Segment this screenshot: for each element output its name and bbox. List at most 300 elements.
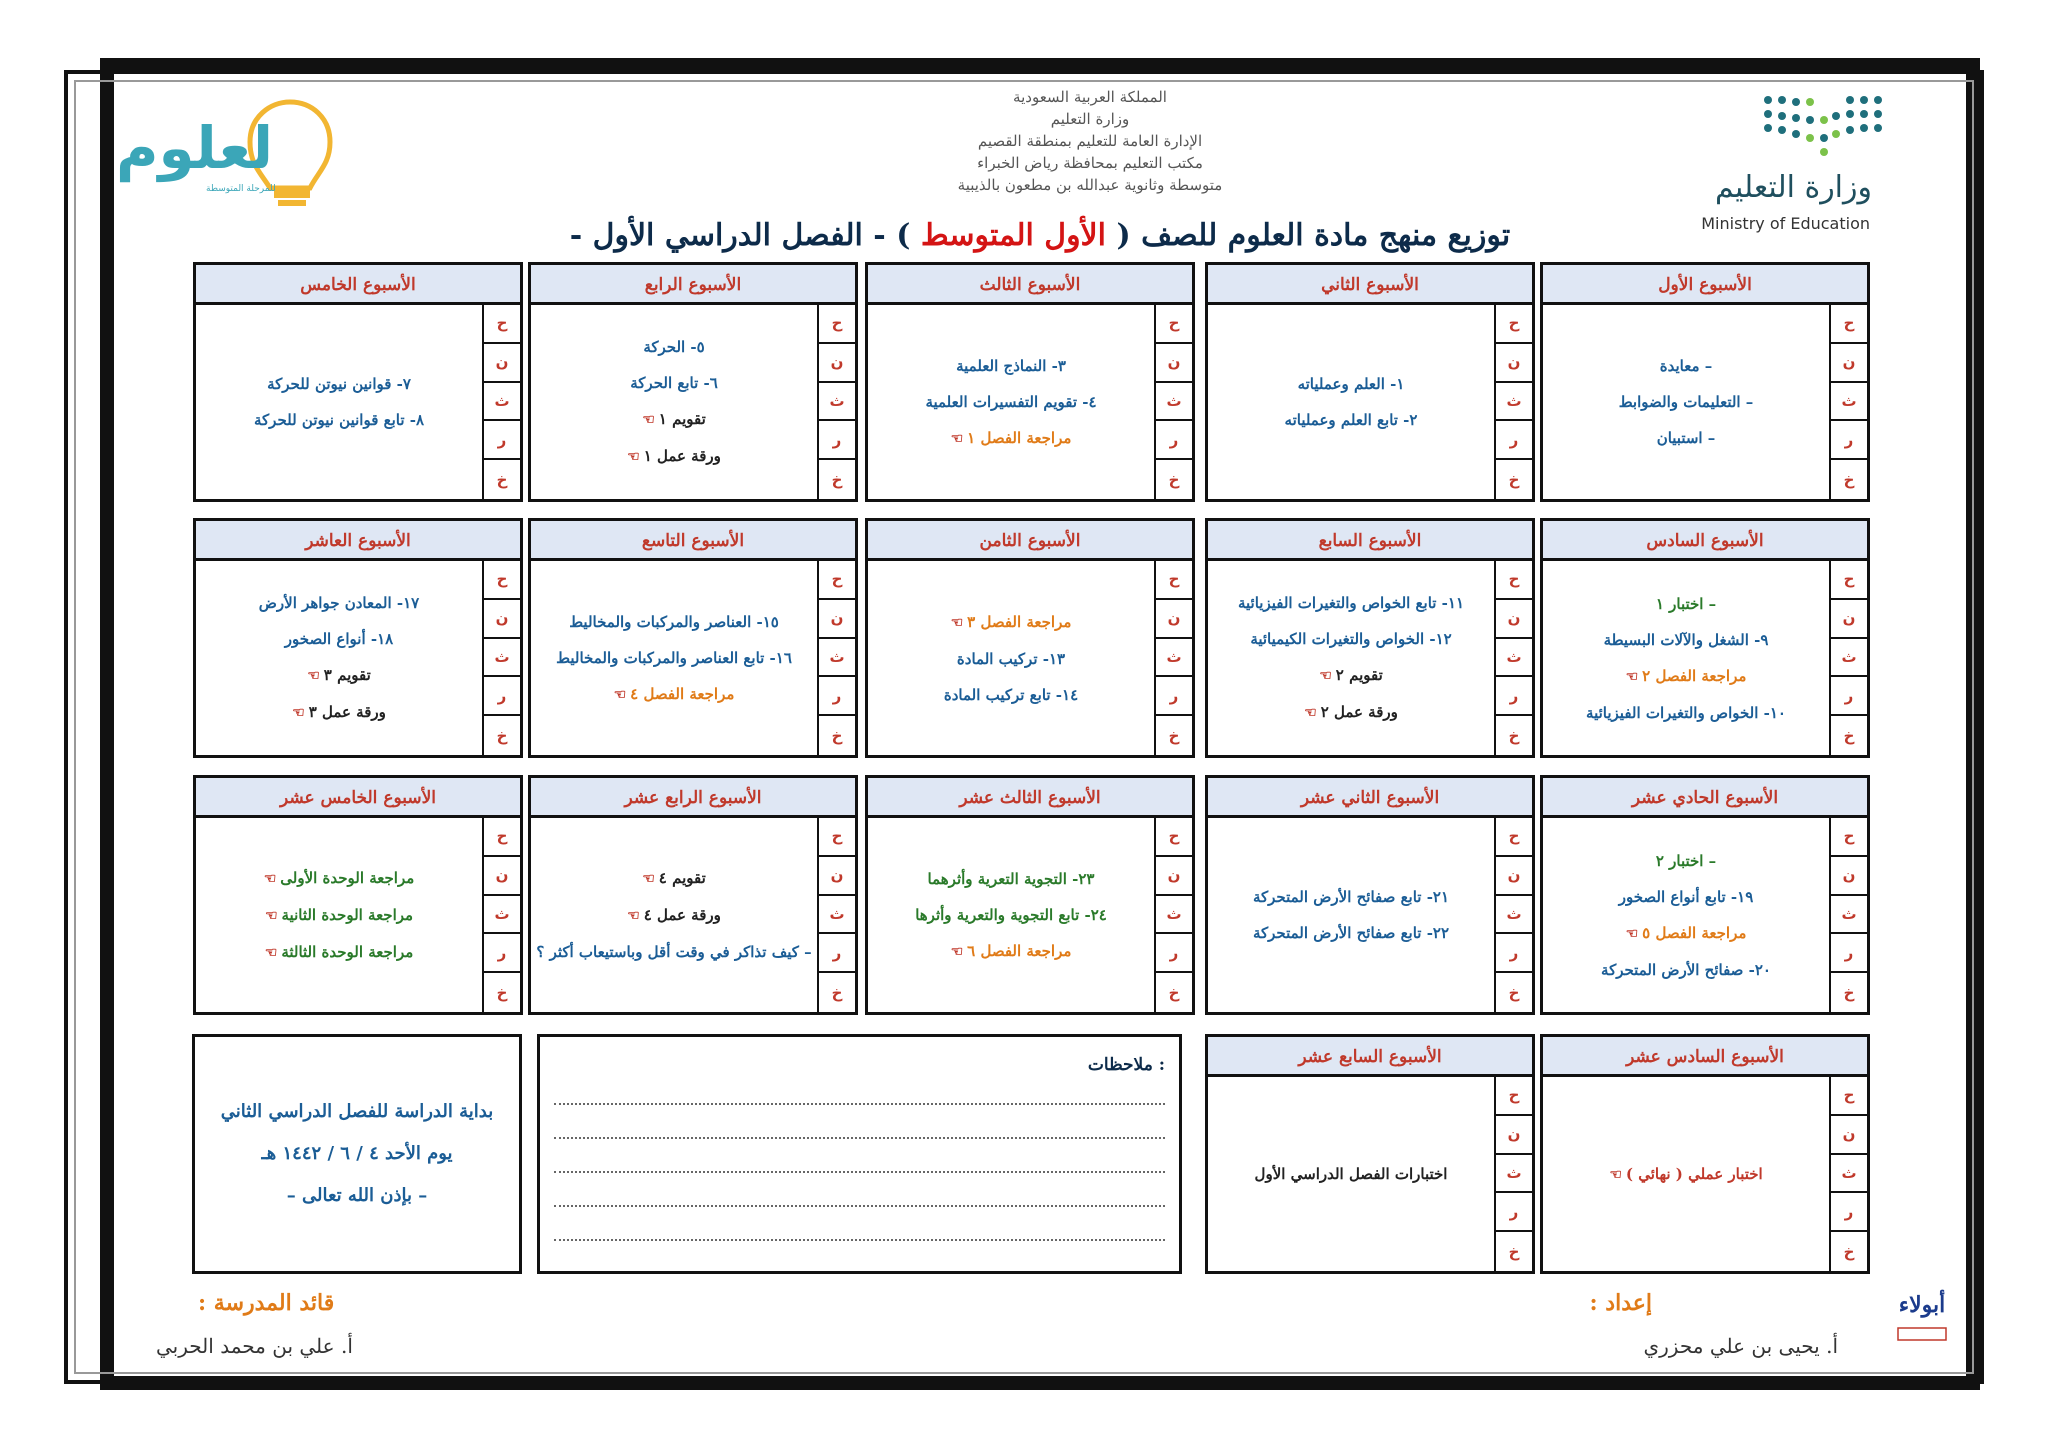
day-letter: ث xyxy=(819,383,855,422)
day-letter: ن xyxy=(1496,600,1532,639)
day-letter: ث xyxy=(1496,896,1532,935)
day-letter: ح xyxy=(1496,561,1532,600)
week-lessons xyxy=(535,565,813,751)
header-line: الإدارة العامة للتعليم بمنطقة القصيم xyxy=(977,132,1203,150)
author-logo-text: أبولاء xyxy=(1898,1292,1946,1318)
ministry-name-ar: وزارة التعليم xyxy=(1714,170,1872,205)
week-lessons xyxy=(1212,822,1490,1008)
lesson-item xyxy=(1626,665,1747,688)
author-logo xyxy=(1892,1268,1952,1348)
day-letter: خ xyxy=(1508,983,1520,1002)
day-letter: ح xyxy=(819,305,855,344)
lesson-text: ٣- النماذج العلمية xyxy=(956,356,1066,375)
week-lessons xyxy=(535,309,813,495)
lesson-item xyxy=(1250,628,1451,650)
week-lessons xyxy=(200,565,478,751)
day-letter: ر xyxy=(819,677,855,716)
second-semester-line: – بإذن الله تعالى – xyxy=(286,1185,428,1206)
day-letter: خ xyxy=(1168,726,1180,745)
day-letter: ح xyxy=(1496,818,1532,857)
day-letter: ح xyxy=(484,305,520,344)
day-letter: ن xyxy=(1156,857,1192,896)
lesson-item xyxy=(1253,922,1449,944)
week-title: الأسبوع الثاني عشر xyxy=(1208,778,1532,818)
author-logo-icon xyxy=(1892,1268,1952,1348)
day-letter: خ xyxy=(1508,470,1520,489)
notes-label: ملاحظات : xyxy=(1087,1055,1165,1075)
lesson-text: مراجعة الوحدة الثانية xyxy=(281,905,414,924)
week-lessons xyxy=(1212,309,1490,495)
week-lessons xyxy=(1547,565,1825,751)
second-semester-line: بداية الدراسة للفصل الدراسي الثاني xyxy=(220,1101,494,1122)
day-letter: ر xyxy=(484,677,520,716)
day-letter: ث xyxy=(1156,383,1192,422)
week-lessons xyxy=(872,565,1150,751)
day-letter: خ xyxy=(1508,1242,1520,1261)
day-letter: ح xyxy=(1831,818,1867,857)
lesson-text: ٨- تابع قوانين نيوتن للحركة xyxy=(254,411,425,429)
day-letter: خ xyxy=(1843,1242,1855,1261)
day-letter: ن xyxy=(1496,344,1532,383)
day-letter: ر xyxy=(1831,677,1867,716)
day-letter: خ xyxy=(1843,726,1855,745)
day-letter: ح xyxy=(484,818,520,857)
day-letter: ح xyxy=(819,561,855,600)
day-letter: ح xyxy=(1831,305,1867,344)
week-days-column xyxy=(1829,1077,1867,1271)
week-days-column xyxy=(817,561,855,755)
day-letter: ن xyxy=(1831,857,1867,896)
week-box xyxy=(865,775,1195,1015)
day-letter: ح xyxy=(1156,818,1192,857)
day-letter: ن xyxy=(819,857,855,896)
week-lessons xyxy=(1212,565,1490,751)
lesson-item xyxy=(951,940,1072,963)
day-letter: خ xyxy=(496,726,508,745)
day-letter: خ xyxy=(496,470,508,489)
day-letter: ر xyxy=(484,421,520,460)
lesson-item xyxy=(1609,1163,1762,1186)
week-title: الأسبوع السادس عشر xyxy=(1543,1037,1867,1077)
week-days-column xyxy=(482,305,520,499)
day-letter: ح xyxy=(1831,1077,1867,1116)
lesson-text: ٧- قوانين نيوتن للحركة xyxy=(267,375,411,393)
week-box xyxy=(193,262,523,502)
week-box xyxy=(865,518,1195,758)
day-letter: ر xyxy=(1496,421,1532,460)
lesson-text: مراجعة الفصل ٥ xyxy=(1642,923,1747,942)
lesson-item xyxy=(956,355,1066,377)
lesson-text: ٢٣- التجوية التعرية وأثرهما xyxy=(927,869,1095,888)
second-semester-date: يوم الأحد ٤ / ٦ / ١٤٤٢ هـ xyxy=(261,1143,453,1164)
notes-box xyxy=(537,1034,1182,1274)
title-part-a: توزيع منهج مادة العلوم للصف ( xyxy=(1106,218,1511,253)
pointing-hand-icon: ☜ xyxy=(264,944,278,961)
pointing-hand-icon: ☜ xyxy=(627,908,640,924)
day-letter: ث xyxy=(1831,1155,1867,1194)
lesson-text: اختبار عملي ( نهائي ) xyxy=(1625,1164,1763,1183)
lesson-item xyxy=(627,445,721,468)
pointing-hand-icon: ☜ xyxy=(1304,705,1317,721)
week-days-column xyxy=(1829,305,1867,499)
week-box xyxy=(1540,518,1870,758)
lesson-item xyxy=(630,372,718,394)
pointing-hand-icon: ☜ xyxy=(1625,925,1639,942)
pointing-hand-icon: ☜ xyxy=(264,907,278,924)
week-title: الأسبوع الخامس xyxy=(196,265,520,305)
day-letter: ح xyxy=(1156,305,1192,344)
day-letter: ح xyxy=(1831,561,1867,600)
lesson-item xyxy=(1657,427,1716,449)
week-days-column xyxy=(1829,561,1867,755)
day-letter: ن xyxy=(1496,857,1532,896)
second-semester-box xyxy=(192,1034,522,1274)
lesson-item xyxy=(1304,701,1398,724)
day-letter: ر xyxy=(1496,934,1532,973)
pointing-hand-icon: ☜ xyxy=(1625,668,1639,685)
week-days-column xyxy=(1494,561,1532,755)
day-letter: ر xyxy=(1156,421,1192,460)
day-letter: ن xyxy=(484,857,520,896)
week-title: الأسبوع الثالث xyxy=(868,265,1192,305)
week-lessons xyxy=(200,309,478,495)
title-grade: الأول المتوسط xyxy=(920,218,1106,253)
lesson-text: – استبيان xyxy=(1656,429,1716,447)
notes-dotted-line xyxy=(554,1239,1165,1241)
week-title: الأسبوع الثاني xyxy=(1208,265,1532,305)
lesson-item xyxy=(1619,886,1754,908)
week-lessons xyxy=(200,822,478,1008)
lesson-text: ١٠- الخواص والتغيرات الفيزيائية xyxy=(1586,703,1786,722)
lesson-item xyxy=(1255,1163,1448,1185)
lesson-item xyxy=(627,904,721,927)
lesson-text: – التعليمات والضوابط xyxy=(1618,393,1754,411)
lesson-item xyxy=(285,628,393,650)
day-letter: خ xyxy=(1168,470,1180,489)
lesson-item xyxy=(925,391,1096,413)
day-letter: ر xyxy=(1496,677,1532,716)
header-line: المملكة العربية السعودية xyxy=(1013,88,1167,106)
day-letter: ث xyxy=(1156,639,1192,678)
lesson-item xyxy=(267,373,411,395)
header-line: وزارة التعليم xyxy=(1050,110,1130,128)
day-letter: ث xyxy=(1831,896,1867,935)
lesson-item xyxy=(536,941,811,963)
lesson-text: – اختبار ٢ xyxy=(1655,851,1717,870)
lesson-item xyxy=(1660,355,1712,377)
lesson-item xyxy=(944,684,1078,706)
day-letter: خ xyxy=(1843,983,1855,1002)
day-letter: ث xyxy=(484,639,520,678)
day-letter: ر xyxy=(1496,1193,1532,1232)
pointing-hand-icon: ☜ xyxy=(950,943,964,960)
week-box xyxy=(193,518,523,758)
week-title: الأسبوع السابع عشر xyxy=(1208,1037,1532,1077)
lesson-text: ٤- تقويم التفسيرات العلمية xyxy=(925,392,1097,411)
day-letter: ح xyxy=(1496,1077,1532,1116)
lesson-text: مراجعة الفصل ٦ xyxy=(967,941,1072,960)
week-days-column xyxy=(1494,1077,1532,1271)
lesson-item xyxy=(1626,922,1747,945)
ministry-name-en: Ministry of Education xyxy=(1701,214,1870,233)
lesson-item xyxy=(1586,702,1786,724)
lesson-text: ١٨- أنواع الصخور xyxy=(284,630,394,648)
lesson-text: ٢٢- تابع صفائح الأرض المتحركة xyxy=(1252,924,1450,942)
week-title: الأسبوع الرابع xyxy=(531,265,855,305)
day-letter: ر xyxy=(1156,934,1192,973)
day-letter: خ xyxy=(1168,983,1180,1002)
day-letter: ث xyxy=(819,639,855,678)
week-lessons xyxy=(1547,1081,1825,1267)
lesson-item xyxy=(1656,593,1716,615)
week-box xyxy=(528,518,858,758)
week-lessons xyxy=(872,309,1150,495)
day-letter: ر xyxy=(484,934,520,973)
week-lessons xyxy=(1212,1081,1490,1267)
pointing-hand-icon: ☜ xyxy=(292,705,305,721)
lesson-text: ١٩- تابع أنواع الصخور xyxy=(1618,887,1754,906)
day-letter: خ xyxy=(831,470,843,489)
lesson-text: مراجعة الفصل ٤ xyxy=(630,684,735,703)
lesson-text: ١٧- المعادن جواهر الأرض xyxy=(258,594,420,612)
title-part-b: ) - الفصل الدراسي الأول - xyxy=(569,218,921,253)
lesson-text: تقويم ١ xyxy=(658,410,706,428)
day-letter: ح xyxy=(484,561,520,600)
day-letter: ن xyxy=(1831,600,1867,639)
lesson-text: تقويم ٤ xyxy=(658,869,706,887)
day-letter: خ xyxy=(1508,726,1520,745)
day-letter: ح xyxy=(1496,305,1532,344)
week-title: الأسبوع الثالث عشر xyxy=(868,778,1192,818)
lesson-text: مراجعة الوحدة الثالثة xyxy=(281,942,414,961)
lesson-item xyxy=(1253,886,1449,908)
week-days-column xyxy=(1154,561,1192,755)
lesson-item xyxy=(1285,409,1418,431)
notes-dotted-line xyxy=(554,1137,1165,1139)
lesson-text: ٢١- تابع صفائح الأرض المتحركة xyxy=(1252,888,1450,906)
lesson-text: ٦- تابع الحركة xyxy=(630,374,718,392)
day-letter: ث xyxy=(1156,896,1192,935)
lesson-text: ١- العلم وعملياته xyxy=(1297,375,1405,393)
day-letter: ن xyxy=(1831,1116,1867,1155)
week-title: الأسبوع التاسع xyxy=(531,521,855,561)
day-letter: ر xyxy=(1831,934,1867,973)
lesson-item xyxy=(1601,959,1771,981)
lesson-text: – معايدة xyxy=(1659,357,1713,375)
day-letter: ن xyxy=(1156,600,1192,639)
lesson-item xyxy=(643,336,704,358)
science-logo xyxy=(110,92,340,212)
week-box xyxy=(1205,262,1535,502)
day-letter: ر xyxy=(819,934,855,973)
lesson-text: ورقة عمل ٣ xyxy=(308,703,386,721)
day-letter: ن xyxy=(484,344,520,383)
day-letter: خ xyxy=(1843,470,1855,489)
week-lessons xyxy=(1547,822,1825,1008)
week-days-column xyxy=(817,305,855,499)
week-box xyxy=(528,775,858,1015)
day-letter: ح xyxy=(819,818,855,857)
day-letter: خ xyxy=(496,983,508,1002)
pointing-hand-icon: ☜ xyxy=(613,686,627,703)
lesson-text: – كيف تذاكر في وقت أقل وباستيعاب أكثر ؟ xyxy=(536,943,812,961)
day-letter: ث xyxy=(819,896,855,935)
pointing-hand-icon: ☜ xyxy=(1609,1166,1622,1183)
week-lessons xyxy=(1547,309,1825,495)
page-title xyxy=(540,218,1540,253)
lesson-text: ورقة عمل ١ xyxy=(643,447,721,465)
week-box xyxy=(1205,1034,1535,1274)
notes-dotted-line xyxy=(554,1205,1165,1207)
science-logo-word: لعلوم xyxy=(116,114,274,182)
school-leader-name: أ. علي بن محمد الحربي xyxy=(156,1334,353,1358)
week-days-column xyxy=(1154,818,1192,1012)
lesson-item xyxy=(292,701,386,724)
week-title: الأسبوع الثامن xyxy=(868,521,1192,561)
week-box xyxy=(1205,775,1535,1015)
lesson-item xyxy=(265,904,413,927)
day-letter: ن xyxy=(1496,1116,1532,1155)
week-box xyxy=(528,262,858,502)
lesson-item xyxy=(1656,850,1716,872)
lesson-text: مراجعة الفصل ٣ xyxy=(967,612,1072,631)
pointing-hand-icon: ☜ xyxy=(950,614,964,631)
lesson-item xyxy=(259,592,419,614)
lesson-item xyxy=(265,941,414,964)
lesson-text: ١٥- العناصر والمركبات والمخاليط xyxy=(569,612,779,631)
prepared-by-name: أ. يحيى بن علي محزري xyxy=(1643,1334,1838,1358)
week-box xyxy=(193,775,523,1015)
lesson-item xyxy=(614,683,735,706)
pointing-hand-icon: ☜ xyxy=(627,449,640,465)
week-days-column xyxy=(482,818,520,1012)
notes-dotted-line xyxy=(554,1103,1165,1105)
day-letter: ث xyxy=(1831,639,1867,678)
lesson-text: ٢٤- تابع التجوية والتعرية وأثرها xyxy=(915,905,1107,924)
week-title: الأسبوع الحادي عشر xyxy=(1543,778,1867,818)
lesson-item xyxy=(264,867,415,890)
header-lines xyxy=(860,86,1320,196)
lesson-text: تقويم ٢ xyxy=(1335,666,1383,684)
week-box xyxy=(865,262,1195,502)
week-title: الأسبوع السادس xyxy=(1543,521,1867,561)
lesson-text: ١٤- تابع تركيب المادة xyxy=(943,685,1079,704)
lesson-text: ١٦- تابع العناصر والمركبات والمخاليط xyxy=(556,648,792,667)
pointing-hand-icon: ☜ xyxy=(263,870,277,887)
lesson-text: ١١- تابع الخواص والتغيرات الفيزيائية xyxy=(1237,594,1465,612)
lesson-item xyxy=(951,611,1072,634)
notes-dotted-line xyxy=(554,1171,1165,1173)
lesson-text: ٩- الشغل والآلات البسيطة xyxy=(1603,630,1769,649)
day-letter: ث xyxy=(1831,383,1867,422)
day-letter: خ xyxy=(831,983,843,1002)
week-box xyxy=(1540,1034,1870,1274)
week-days-column xyxy=(482,561,520,755)
week-days-column xyxy=(1494,818,1532,1012)
day-letter: ر xyxy=(1831,1193,1867,1232)
lesson-text: ورقة عمل ٤ xyxy=(643,906,721,924)
lesson-text: – اختبار ١ xyxy=(1655,594,1717,613)
header-line: مكتب التعليم بمحافظة رياض الخبراء xyxy=(977,154,1203,172)
week-box xyxy=(1540,775,1870,1015)
day-letter: ن xyxy=(484,600,520,639)
day-letter: ث xyxy=(484,383,520,422)
day-letter: ث xyxy=(1496,1155,1532,1194)
day-letter: ر xyxy=(1156,677,1192,716)
week-title: الأسبوع الخامس عشر xyxy=(196,778,520,818)
lesson-text: اختبارات الفصل الدراسي الأول xyxy=(1254,1165,1448,1183)
day-letter: ث xyxy=(1496,383,1532,422)
lesson-text: تقويم ٣ xyxy=(323,666,371,684)
day-letter: ح xyxy=(1156,561,1192,600)
lesson-item xyxy=(951,427,1072,450)
prepared-by-label: إعداد : xyxy=(1589,1290,1652,1316)
lesson-item xyxy=(642,408,706,431)
week-lessons xyxy=(872,822,1150,1008)
lesson-item xyxy=(1298,373,1405,395)
lesson-text: مراجعة الوحدة الأولى xyxy=(280,868,415,887)
week-title: الأسبوع الرابع عشر xyxy=(531,778,855,818)
lesson-item xyxy=(957,648,1065,670)
lesson-text: مراجعة الفصل ١ xyxy=(967,428,1072,447)
lesson-text: ١٣- تركيب المادة xyxy=(956,649,1066,668)
school-leader-label: قائد المدرسة : xyxy=(198,1290,335,1316)
lesson-item xyxy=(556,647,792,669)
day-letter: ن xyxy=(1831,344,1867,383)
day-letter: ن xyxy=(819,600,855,639)
day-letter: ر xyxy=(1831,421,1867,460)
pointing-hand-icon: ☜ xyxy=(642,871,655,887)
week-title: الأسبوع الأول xyxy=(1543,265,1867,305)
lesson-text: مراجعة الفصل ٢ xyxy=(1642,666,1747,685)
day-letter: ن xyxy=(819,344,855,383)
lesson-item xyxy=(254,409,424,431)
lesson-item xyxy=(569,611,779,633)
lesson-text: ورقة عمل ٢ xyxy=(1320,703,1398,721)
lesson-item xyxy=(928,868,1095,890)
pointing-hand-icon: ☜ xyxy=(1319,668,1332,684)
lesson-item xyxy=(307,664,371,687)
ministry-dots-icon xyxy=(1660,90,1930,160)
lesson-text: ٥- الحركة xyxy=(643,338,705,356)
pointing-hand-icon: ☜ xyxy=(307,668,320,684)
week-box xyxy=(1205,518,1535,758)
day-letter: ث xyxy=(1496,639,1532,678)
lesson-item xyxy=(915,904,1107,926)
pointing-hand-icon: ☜ xyxy=(642,412,655,428)
lesson-item xyxy=(1238,592,1464,614)
week-days-column xyxy=(817,818,855,1012)
pointing-hand-icon: ☜ xyxy=(950,430,964,447)
week-days-column xyxy=(1829,818,1867,1012)
week-days-column xyxy=(1494,305,1532,499)
lesson-text: ١٢- الخواص والتغيرات الكيميائية xyxy=(1250,630,1452,648)
week-lessons xyxy=(535,822,813,1008)
ministry-logo xyxy=(1660,90,1930,240)
header-line: متوسطة وثانوية عبدالله بن مطعون بالذيبية xyxy=(957,176,1223,194)
day-letter: ث xyxy=(484,896,520,935)
day-letter: خ xyxy=(831,726,843,745)
day-letter: ن xyxy=(1156,344,1192,383)
lesson-text: ٢٠- صفائح الأرض المتحركة xyxy=(1601,960,1771,979)
lesson-item xyxy=(1619,391,1754,413)
week-title: الأسبوع السابع xyxy=(1208,521,1532,561)
week-days-column xyxy=(1154,305,1192,499)
lesson-item xyxy=(1319,664,1383,687)
lesson-text: ٢- تابع العلم وعملياته xyxy=(1284,411,1418,429)
week-title: الأسبوع العاشر xyxy=(196,521,520,561)
week-box xyxy=(1540,262,1870,502)
